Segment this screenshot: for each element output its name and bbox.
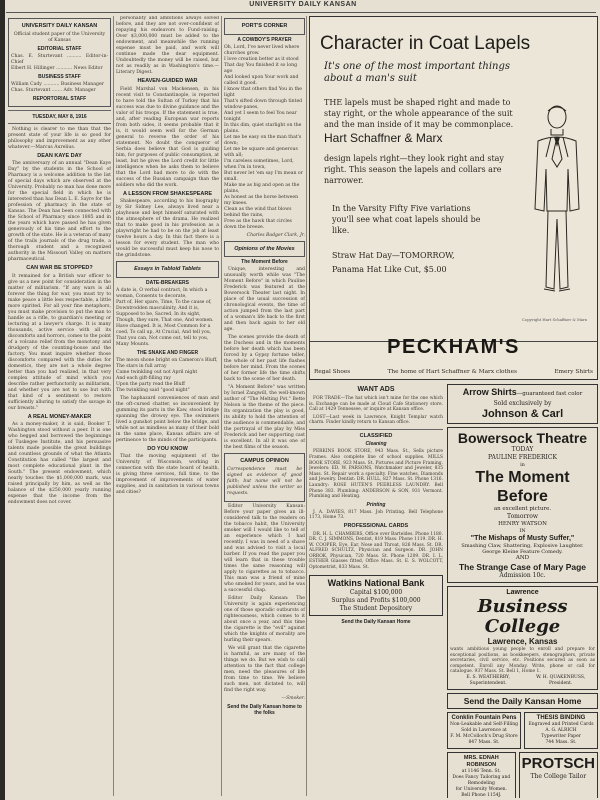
article-text: Editor University Kansan: Before your paper gives an ill-considered talk to the readers on the tobacco habit, the University smoker will I would like to tell of an experience which I had recently. I was in need of a shave and was advised to visit a local barber. If you read the paper you will learn that in these trouble times the same reasoning will apply to cigarettes as to tobacco. This man was a friend of mine who smoked for years, and he was a successful chap. bbox=[224, 503, 305, 593]
article-text: We will grant that the cigarette is harmful, as are many of the things we do. But we wish to call attention to the fact that college men, need the pleasures of life from time to time. We believe such men, not dictated to, will find the right way. bbox=[224, 645, 305, 693]
protsch-sub: The College Tailor bbox=[530, 772, 587, 780]
business-staff-heading: BUSINESS STAFF bbox=[38, 73, 81, 80]
theatre-today: TODAY bbox=[511, 446, 534, 453]
bottom-ads-row bbox=[447, 752, 598, 798]
article-text: As a money-maker, it is said, Booker T. Washington stood without a peer. It is one who begged and borrowed the beginnings of Tuskegee Institute, and his persuasive talents made possible the great buildings and countless grounds of what the Atlanta Constitution has called "the largest and most complete educational plant in the South." The present endowment, which nearly touches the $1,000,000 mark, was raised principally by him, as well as the balance of the $250,000 yearly running expense that the income from the endowment does not cover. bbox=[8, 422, 111, 505]
arrow-sold: Sold exclusively by bbox=[493, 400, 552, 407]
ad-headline: Character in Coat Lapels bbox=[320, 33, 531, 54]
article-text: Unique, interesting and unusually worth while was "The Moment Before" in which Pauline Frederick was featured at the Bowersock Theater last night. In place of the usual succession of chronological events, the time of action jumped from the last part of a woman's life back to the first and then back again to her old age. bbox=[224, 267, 305, 332]
article-heading: THE SNAKE AND FINGER bbox=[136, 349, 199, 356]
staff-box bbox=[8, 18, 111, 107]
date-line: TUESDAY, MAY 8, 1916 bbox=[32, 113, 87, 120]
section-heading: CAMPUS OPINION bbox=[240, 458, 289, 464]
divider bbox=[8, 110, 111, 111]
classified-subheading: Printing bbox=[366, 501, 386, 508]
section-heading: Opinions of the Movies bbox=[234, 245, 295, 252]
ad-varsity-text: In the Varsity Fifty Five variations you'll see what coat lapels should be like. bbox=[332, 204, 481, 235]
professional-text: DR. H. L. CHAMBERS, Office over Barteldes. Phone 1180. DR. C. J. SIMMONS, Dentist, 819 Mass. Phone 1119. DR. H. W. COOPER, Eye, Ear, Nose and Throat, 826 Mass. St. DR. ALFRED SCHULTZ, Physician and Surgeon. DR. JOHN ORROK, Physician, 720 Mass. St. Phone 1209. DR. I. L. ESTHER Glasses fitted, Office Mass. St. E. S. WOLCOTT, Optometrist, 833 Mass. St. bbox=[309, 531, 443, 571]
column-1 bbox=[8, 16, 111, 798]
tomorrow-desc: Smashing Claw, Shattering, Explosive Laughter. bbox=[461, 543, 584, 549]
editorial-quote: Nothing is clearer to me than that the present state of your life is so good for philosophy and improvement as any other whatever.—Marcus Aurelius. bbox=[8, 126, 111, 150]
store-name: PECKHAM'S bbox=[387, 336, 520, 358]
poem-text: Oh, Lord, I've never lived where churches grow. I love creation better as it stood That day You finished it so long ago And looked upon Your work and called it good. I know that others find You in the light That's sifted down through tinted window-panes, And yet I seem to feel You near tonight In this dim, quiet starlight on the plains. Let me be easy on the man that's down; Let me be square and generous with all; I'm careless sometimes, Lord, when I'm in town, But never let 'em say I'm mean or small. Make me as big and open as the plains, As honest as the horse between my knees. Clean as the wind that blows behind the rains, Free as the hawk that circles down the breeze. bbox=[224, 44, 303, 230]
classified-text: J. A. DAVIES, 817 Mass. Job Printing. Bell Telephone 1173, Home 73. bbox=[309, 509, 443, 521]
college-city: Lawrence, Kansas bbox=[487, 637, 558, 646]
conklin-line: F. M. McColloch's Drug Store bbox=[450, 733, 518, 739]
article-heading: HEAVEN-GUIDED WAR bbox=[137, 78, 198, 84]
tomorrow-title: "The Mishaps of Musty Suffer," bbox=[470, 535, 575, 542]
article-text: Shakespeare, according to his biography by Sir Sidney Lee, always lived near a playhouse and kept himself saturated with the atmosphere of the drama. He realized that to make good in his profession as a playwright he had to be on the job at least twelve hours a day. In this fact there is a lesson for every student. The man who would be successful must keep his nose to the grindstone. bbox=[116, 199, 219, 258]
article-text: It remained for a British war officer to give us a new point for consideration in the matter of militarism. "If any wars is all forever the thing for war, you must try to make peace a little less respectable, a little more spirited. For all your fine metaphors, you must make provision to put the man to handle as a rifle, to guardian's meeting or lecturing at a lawyer's charge. It is many thousands, active service with all its discomforts and horrors, comes to the point of a volcano relief from the monotony and drudgery of the counting-house and the factory. You must inquire whether those discomforts compared with the duties for domestics, they are not a whole degree better than you had realized, in that very complex attitude of mind which you describe rather perfunctorily as militarism, and whether you are not to use but with that kind of a sentiment to restore sufficiently alluring to satisfy the savage in our breasts." bbox=[8, 273, 111, 411]
column-rule bbox=[306, 16, 307, 796]
arrow-shirts-ad bbox=[447, 384, 598, 424]
admission: Admission 10c. bbox=[499, 572, 546, 579]
gentleman-illustration bbox=[524, 99, 590, 299]
campus-note: Correspondence must be signed as evidence of good faith; but name will not be published unless the writer so requests. bbox=[227, 466, 302, 496]
nameplate: UNIVERSITY DAILY KANSAN bbox=[21, 23, 98, 29]
ad-brand: Hart Schaffner & Marx bbox=[324, 131, 443, 145]
article-heading: DATE-BREAKERS bbox=[146, 279, 189, 286]
tomorrow-in: IN bbox=[519, 528, 526, 534]
verse-text: The moon shone bright on Cameron's Bluff, The stars in full array Came twinkling out not April night And each gift-filling ray Upon the party read the Bluff The twinkling said "good night" bbox=[116, 357, 218, 393]
bank-line: Surplus and Profits $100,000 bbox=[331, 596, 421, 604]
classified-subheading: Cleaning bbox=[365, 441, 387, 448]
business-line: William Cady ........... Business Manager bbox=[11, 81, 104, 87]
college-title: Business College bbox=[477, 596, 568, 637]
divider bbox=[309, 429, 443, 430]
bank-name: Watkins National Bank bbox=[327, 577, 425, 588]
arrow-price: —guaranteed fast color bbox=[516, 391, 583, 397]
conklin-line: Sold in Lawrence at bbox=[461, 727, 507, 733]
article-heading: CAN WAR BE STOPPED? bbox=[26, 265, 93, 271]
article-text: Editor Daily Kansan: The University is again experiencing one of those sporadic outbursts of righteousness, which comes to it about once a year, and this time the cigarette is the "evil" against which the knights of morality are hurling their spears. bbox=[224, 595, 305, 643]
arrow-store: Johnson & Carl bbox=[481, 408, 564, 420]
column-2 bbox=[116, 16, 219, 798]
feature-sub: an excellent picture. bbox=[493, 506, 552, 512]
staff-line: Elbert H. Hillinger ........... News Editor bbox=[11, 65, 103, 71]
college-sig: E. S. WEATHERBY, Superintendent. bbox=[466, 674, 510, 686]
theatre-and: AND bbox=[515, 555, 530, 561]
tailoring-line: Does Fancy Tailoring and Remodeling bbox=[452, 774, 511, 786]
article-text: The haphazard conveniences of man and the oft-cursed chatter, so inconvenient by gumming its parts in the Kaw, stood bridge spanning the drowsy eye. The swimmers lived a gunshot point below the bridge, and while not as mindless as many of their bold in the same place, Kansas affairs are of pertinence to the minds of the participants. bbox=[116, 395, 219, 443]
bank-line: The Student Depository bbox=[339, 604, 413, 612]
poem-title: A COWBOY'S PRAYER bbox=[237, 36, 292, 43]
send-kansan-text: Send the Daily Kansan Home bbox=[463, 695, 582, 706]
section-heading: Essays in Tabloid Tablets bbox=[134, 266, 201, 272]
column-3 bbox=[224, 16, 305, 798]
classified-text: PERKINS BOOK STORE, 943 Mass. St., Sells picture Frames. Also complete line of school supplies. MILLS BOOK STORE, 923 Mass. St. Pictures and Picture Framing. Jewelers: ED. W. PARSONS, Watchmaker and Jeweler, 835 Mass. St. Repair work a specialty. Fine watches, Diamonds and Jewelry. Dentist: DR. HULL, 827 Mass. St. Phone 1316. Laundry: ROSE HUTEN'S PEERLESS LAUNDRY. Bell Phone 383. Plumbing: ANDERSON & SON, 931 Vermont. Plumbing and Heating. bbox=[309, 449, 443, 500]
protsch-title: PROTSCH bbox=[521, 754, 595, 772]
classified-heading: CLASSIFIED bbox=[359, 432, 393, 439]
thesis-line: Typewriter Paper bbox=[541, 733, 581, 739]
tomorrow-label: Tomorrow bbox=[507, 513, 538, 520]
article-text: Field Marshal von Mackensen, in his recent visit to Constantinople, is reported to have told the Sultan of Turkey that his success was due to divine guidance and the valor of his troops. If the statement is true, and, after reading European war reports from both sides, it seems probable that it is, it would seem well for the German general to reverse the order of his statement. No doubt the conqueror of Serbia does believe that God is guiding him, for purposes of public consumption, at least, but he gives the Lord credit for little intelligence when he asks them to believe that the Lord had more to do with the success of the Russian campaign than the soldiers who did the work. bbox=[116, 86, 219, 188]
reportorial-staff-heading: REPORTORIAL STAFF bbox=[32, 95, 87, 102]
ad-subhead: It's one of the most important things about a man's suit bbox=[324, 61, 511, 84]
article-text: "A Moment Before" was written by Israel Zangwill, the well-known author of "The Melting Pot." Bette Nelson is the theme of the piece. Its organization the play is good, its ability to hold the attention of the audience is commendable, and the portrayal of the play by Miss Frederick and her supporting cast is excellent. In all it was one of the best films of the season. bbox=[224, 385, 305, 450]
tomorrow-keystone: George Kleine Feature Comedy. bbox=[482, 549, 563, 555]
theatre-star: PAULINE FREDERICK bbox=[488, 454, 557, 461]
send-kansan-ad bbox=[447, 693, 598, 709]
essays-box bbox=[116, 261, 219, 278]
article-text: personality and ambitions always solved before, and they are not over-confident of repaying his endeavors to Fund-raising. Over $3,000,000 must be added to the endowment, and meanwhile the running expense must be paid, and work will continue made the dear equipment. Undoubtedly the money will be raised, but not as readily as in Washington's time.—Literary Digest. bbox=[116, 16, 219, 75]
article-heading: DEAN KAYE DAY bbox=[37, 152, 82, 159]
ad-body: design lapels right—they look right and stay right. This season the lapels and collars are narrower. bbox=[324, 154, 504, 185]
thesis-line: A. G. ALRICH bbox=[545, 727, 577, 733]
want-ad: LOST—Last week in Lawrence, Knight Templar watch charm. Finder kindly return to Kansan office. bbox=[309, 414, 443, 426]
tailoring-line: at 1146 Tenn. St. bbox=[461, 768, 501, 774]
copyright-credit: Copyright Hart Schaffner & Marx bbox=[522, 317, 588, 322]
college-lawrence: Lawrence bbox=[506, 589, 539, 596]
masthead-rule bbox=[6, 12, 596, 13]
poem-credit: Charles Badger Clark, Jr. bbox=[246, 232, 305, 238]
tailoring-ad bbox=[447, 752, 516, 798]
bank-line: Capital $100,000 bbox=[349, 588, 403, 596]
poets-corner-box bbox=[224, 18, 305, 35]
scan-edge bbox=[0, 0, 5, 800]
conklin-ad bbox=[447, 712, 521, 749]
business-line: Chas. Sturtevant ....... Adv. Manager bbox=[11, 87, 96, 93]
article-text: The scenes provide the death of the Duchess and in the moments before her death which has been forced by a Gypsy fortune teller, the whole of her past life flashes before her mind. From the scenes of her former life the time shifts back to the scene of her death. bbox=[224, 335, 305, 382]
business-college-ad bbox=[447, 586, 598, 690]
theatre-name: Bowersock Theatre bbox=[457, 430, 588, 446]
article-subheading: The Moment Before bbox=[241, 259, 288, 265]
article-heading: DO YOU KNOW bbox=[147, 445, 188, 452]
store-items bbox=[314, 369, 593, 375]
professional-heading: PROFESSIONAL CARDS bbox=[343, 523, 409, 529]
ad-panama: Panama Hat Like Cut, $5.00 bbox=[332, 265, 447, 274]
bank-ad bbox=[309, 575, 443, 616]
clothing-ad bbox=[309, 16, 598, 380]
article-heading: A LESSON FROM SHAKESPEARE bbox=[122, 190, 213, 197]
arrow-title: Arrow Shirts bbox=[462, 387, 517, 397]
send-kansan-line: Send the Daily Kansan Home bbox=[341, 618, 411, 625]
divider bbox=[8, 123, 111, 124]
conklin-title: Conklin Fountain Pens bbox=[451, 714, 517, 721]
verse-text: A date is, O verbal contract, In which a woman, Consents to decorate, Part of, Her spare, Time, To the cause of, Downtrodden masculinity, And it is, Supposed to be, Sacred, In its sight, Though, they sure, That one, And women. Have changed. It is, Most Common for a coed, To call up, At Crucial, And tell you, That you can, Not come out, tell to you, Many Mounts. bbox=[116, 287, 214, 347]
nameplate-subhead: Official student paper of the University of Kansas bbox=[13, 31, 106, 43]
second-title: The Strange Case of Mary Page bbox=[458, 562, 587, 572]
thesis-line: Engraved and Printed Cards bbox=[528, 721, 594, 727]
thesis-title: THESIS BINDING bbox=[536, 714, 586, 721]
letter-signature: —Smoker. bbox=[281, 695, 305, 701]
tailoring-line: for University Women. bbox=[455, 786, 507, 792]
article-heading: A REAL MONEY-MAKER bbox=[27, 413, 92, 420]
theatre-ad bbox=[447, 427, 598, 583]
ad-straw-hat-day: Straw Hat Day—TOMORROW, bbox=[332, 251, 455, 260]
tailoring-title: MRS. EDNAH ROBINSON bbox=[463, 754, 499, 768]
masthead: UNIVERSITY DAILY KANSAN bbox=[249, 1, 357, 8]
tailoring-line: Bell Phone 1154J. bbox=[461, 792, 502, 798]
tomorrow-star: HENRY WATSON bbox=[498, 521, 547, 527]
article-text: The anniversary of an annual "Dean Kaye Day" by the students in the School of Pharmacy is a welcome addition to the list of special days which are observed at the University. Probably no man has done more for the special field in which he is interested than has Dean L. E. Sayre for the profession of pharmacy in the state of Kansas. The Dean has been connected with the School of Pharmacy since 1885 and in the years which have passed he has given generously of his time and effort to the growth of the state. He is a veteran of many of the trails journals of the drug trade, a thorough student and a recognized authority in the Missouri Valley on matters pharmaceutical. bbox=[8, 161, 111, 262]
editorial-staff-heading: EDITORIAL STAFF bbox=[37, 45, 82, 52]
store-item: Regal Shoes bbox=[314, 369, 351, 375]
store-banner bbox=[310, 336, 597, 381]
protsch-ad bbox=[519, 752, 598, 798]
section-heading: PORT'S CORNER bbox=[241, 23, 288, 29]
article-text: That the moving equipment of the University of Wisconsin, working in connection with the state board of health, is giving three services, full time, to the improvement of improvements of water supplies, and in sanitation in various towns and cities? bbox=[116, 454, 219, 495]
want-ads-heading: WANT ADS bbox=[357, 386, 395, 393]
ad-area bbox=[309, 16, 598, 798]
thesis-ad bbox=[524, 712, 598, 749]
store-item: Emery Shirts bbox=[554, 369, 593, 375]
conklin-line: 847 Mass. St. bbox=[468, 739, 500, 745]
campus-box bbox=[224, 453, 305, 502]
movies-box bbox=[224, 241, 305, 258]
want-ads-column bbox=[309, 384, 443, 798]
ad-body: THE lapels must be shaped right and made to stay right, or the whole appearance of the suit and the man inside of it may be commonplace. bbox=[324, 98, 514, 129]
send-kansan-line: Send the Daily Kansan home to the folks bbox=[227, 703, 302, 716]
theatre-in: in bbox=[520, 462, 525, 468]
want-ad: FOR TRADE—The hat which isn't mine for the one which is. Exchange can be made at Cloud Cafe Stationery store. Call at 1429 Tennessee, or inquire at Kansan office. bbox=[309, 396, 443, 413]
right-ads-column bbox=[447, 384, 598, 798]
college-sig: W. H. QUAKENBUSS, President. bbox=[536, 674, 586, 686]
thesis-line: 744 Mass. St. bbox=[545, 739, 577, 745]
store-item: The home of Hart Schaffner & Marx clothes bbox=[387, 369, 518, 375]
college-text: wants ambitious young people to enroll and prepare for exceptional positions, as bookkeepers, stenographers, private secretaries, civil service, etc. Positions secured as soon as competent. Enroll any Monday. Write, phone or call for catalogue. 937 Mass. St. Bell 1, Home 1. bbox=[450, 647, 595, 675]
bottom-ads-row bbox=[447, 712, 598, 752]
staff-line: Chas. E. Sturtevant .......... Editor-in-Chief bbox=[11, 53, 108, 65]
conklin-line: Non-Leakable and Self-Filling bbox=[450, 721, 518, 727]
column-rule bbox=[221, 16, 222, 796]
column-rule bbox=[113, 16, 114, 796]
feature-title: The Moment Before bbox=[475, 469, 570, 505]
